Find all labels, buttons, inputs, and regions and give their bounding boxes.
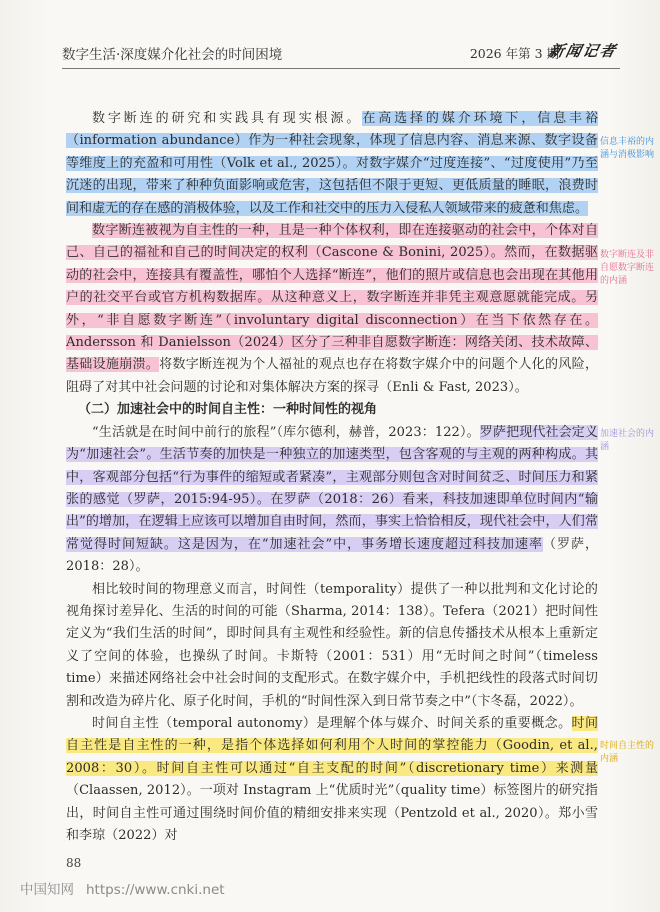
journal-logo: 新闻记者 xyxy=(546,42,619,60)
cnki-watermark xyxy=(20,878,225,898)
margin-note-blue: 信息丰裕的内涵与消极影响 xyxy=(600,137,655,160)
highlight-pink: 数字断连被视为自主性的一种，且是一种个体权利，即在连接驱动的社会中，个体对自己、自己的福祉和自己的时间决定的权利（Cascone & Bonini, 2025）。然而，在数据驱动的社会中，连接具有覆盖性，哪怕个人选择“断连”，他们的照片或信息也会出现在其他用户的社交平台或官方机构数据库。从这种意义上，数字断连并非凭主观意愿就能完成。另外，“非自愿数字断连”（involuntary digital disconnection）在当下依然存在。Andersson 和 Danielsson（2024）区分了三种非自愿数字断连：网络关闭、技术故障、基础设施崩溃。 xyxy=(66,223,598,373)
paragraph-5-text: （Claassen, 2012）。一项对 Instagram 上“优质时光”（quality time）标签图片的研究指出，时间自主性可通过围绕时间价值的精细安排来实现（Pentzold et al., 2020）。郑小雪和李琼（2022）对 xyxy=(66,783,598,843)
article-body xyxy=(66,108,598,847)
margin-note-pink: 数字断连及非自愿数字断连的内涵 xyxy=(600,250,655,286)
watermark-url: https://www.cnki.net xyxy=(86,882,225,898)
paragraph-5 xyxy=(66,713,598,847)
journal-section-title: 数字生活·深度媒介化社会的时间困境 xyxy=(62,47,283,63)
paragraph-3-citation: （罗萨，2018：28）。 xyxy=(66,536,599,575)
paragraph-4-text: 相比较时间的物理意义而言，时间性（temporality）提供了一种以批判和文化讨论的视角探讨差异化、生活的时间的可能（Sharma, 2014：138）。Tefera（2021）把时间性定义为“我们生活的时间”，即时间具有主观性和经验性。新的信息传播技术从根本上重新定义了空间的体验，也操纵了时间。卡斯特（2001：531）用“无时间之时间”（timeless time）来描述网络社会中社会时间的支配形式。在数字媒介中，手机把线性的段落式时间切割和改造为碎片化、原子化时间，手机的“时间性深入到日常节奏之中”（卞冬磊，2022）。 xyxy=(66,581,598,709)
paragraph-3 xyxy=(66,422,598,579)
watermark-name: 中国知网 xyxy=(20,882,74,898)
highlight-blue: 在高选择的媒介环境下，信息丰裕（information abundance）作为一种社会现象，体现了信息内容、消息来源、数字设备等维度上的充盈和可用性（Volk et al., 2025）。对数字媒介“过度连接”、“过度使用”乃至沉迷的出现，带来了种种负面影响或危害，这包括但不限于更短、更低质量的睡眠，浪费时间和虚无的存在感的消极体验，以及工作和社交中的压力入侵私人领域带来的疲惫和焦虑。 xyxy=(66,111,598,216)
section-heading: （二）加速社会中的时间自主性：一种时间性的视角 xyxy=(78,402,378,418)
paragraph-3-quote: “生活就是在时间中前行的旅程”（库尔德利，赫普，2023：122）。 xyxy=(92,424,480,440)
paragraph-2 xyxy=(66,220,598,399)
margin-note-purple: 加速社会的内涵 xyxy=(600,429,655,452)
running-header xyxy=(62,40,617,66)
paragraph-5-intro: 时间自主性（temporal autonomy）是理解个体与媒介、时间关系的重要概念。 xyxy=(92,715,572,731)
highlight-yellow: 时间自主性是自主性的一种，是指个体选择如何利用个人时间的掌控能力（Goodin, et al., 2008：30）。时间自主性可以通过“自主支配的时间”（discretionary time）来测量 xyxy=(66,715,598,776)
highlight-purple: 罗萨把现代社会定义为“加速社会”。生活节奏的加快是一种独立的加速类型，包含客观的与主观的两种构成。其中，客观部分包括“行为事件的缩短或者紧凑”，主观部分则包含对时间贫乏、时间压力和紧张的感觉（罗萨，2015:94-95）。在罗萨（2018：26）看来，科技加速即单位时间内“输出”的增加，在逻辑上应该可以增加自由时间，然而，事实上恰恰相反，现代社会中，人们常常觉得时间短缺。这是因为，在“加速社会”中，事务增长速度超过科技加速率 xyxy=(66,424,599,552)
margin-note-yellow: 时间自主性的内涵 xyxy=(600,741,655,764)
paragraph-1-text: 数字断连的研究和实践具有现实根源。 xyxy=(92,111,363,126)
paragraph-4 xyxy=(66,579,598,713)
header-divider xyxy=(62,68,620,69)
issue-label: 2026 年第 3 期 xyxy=(469,46,559,61)
paragraph-2-text: 将数字断连视为个人福祉的观点也存在将数字媒介中的问题个人化的风险，阻碍了对其中社会问题的讨论和对集体解决方案的探寻（Enli & Fast, 2023）。 xyxy=(66,357,598,395)
page-number: 88 xyxy=(66,856,82,870)
paragraph-1 xyxy=(66,108,598,220)
